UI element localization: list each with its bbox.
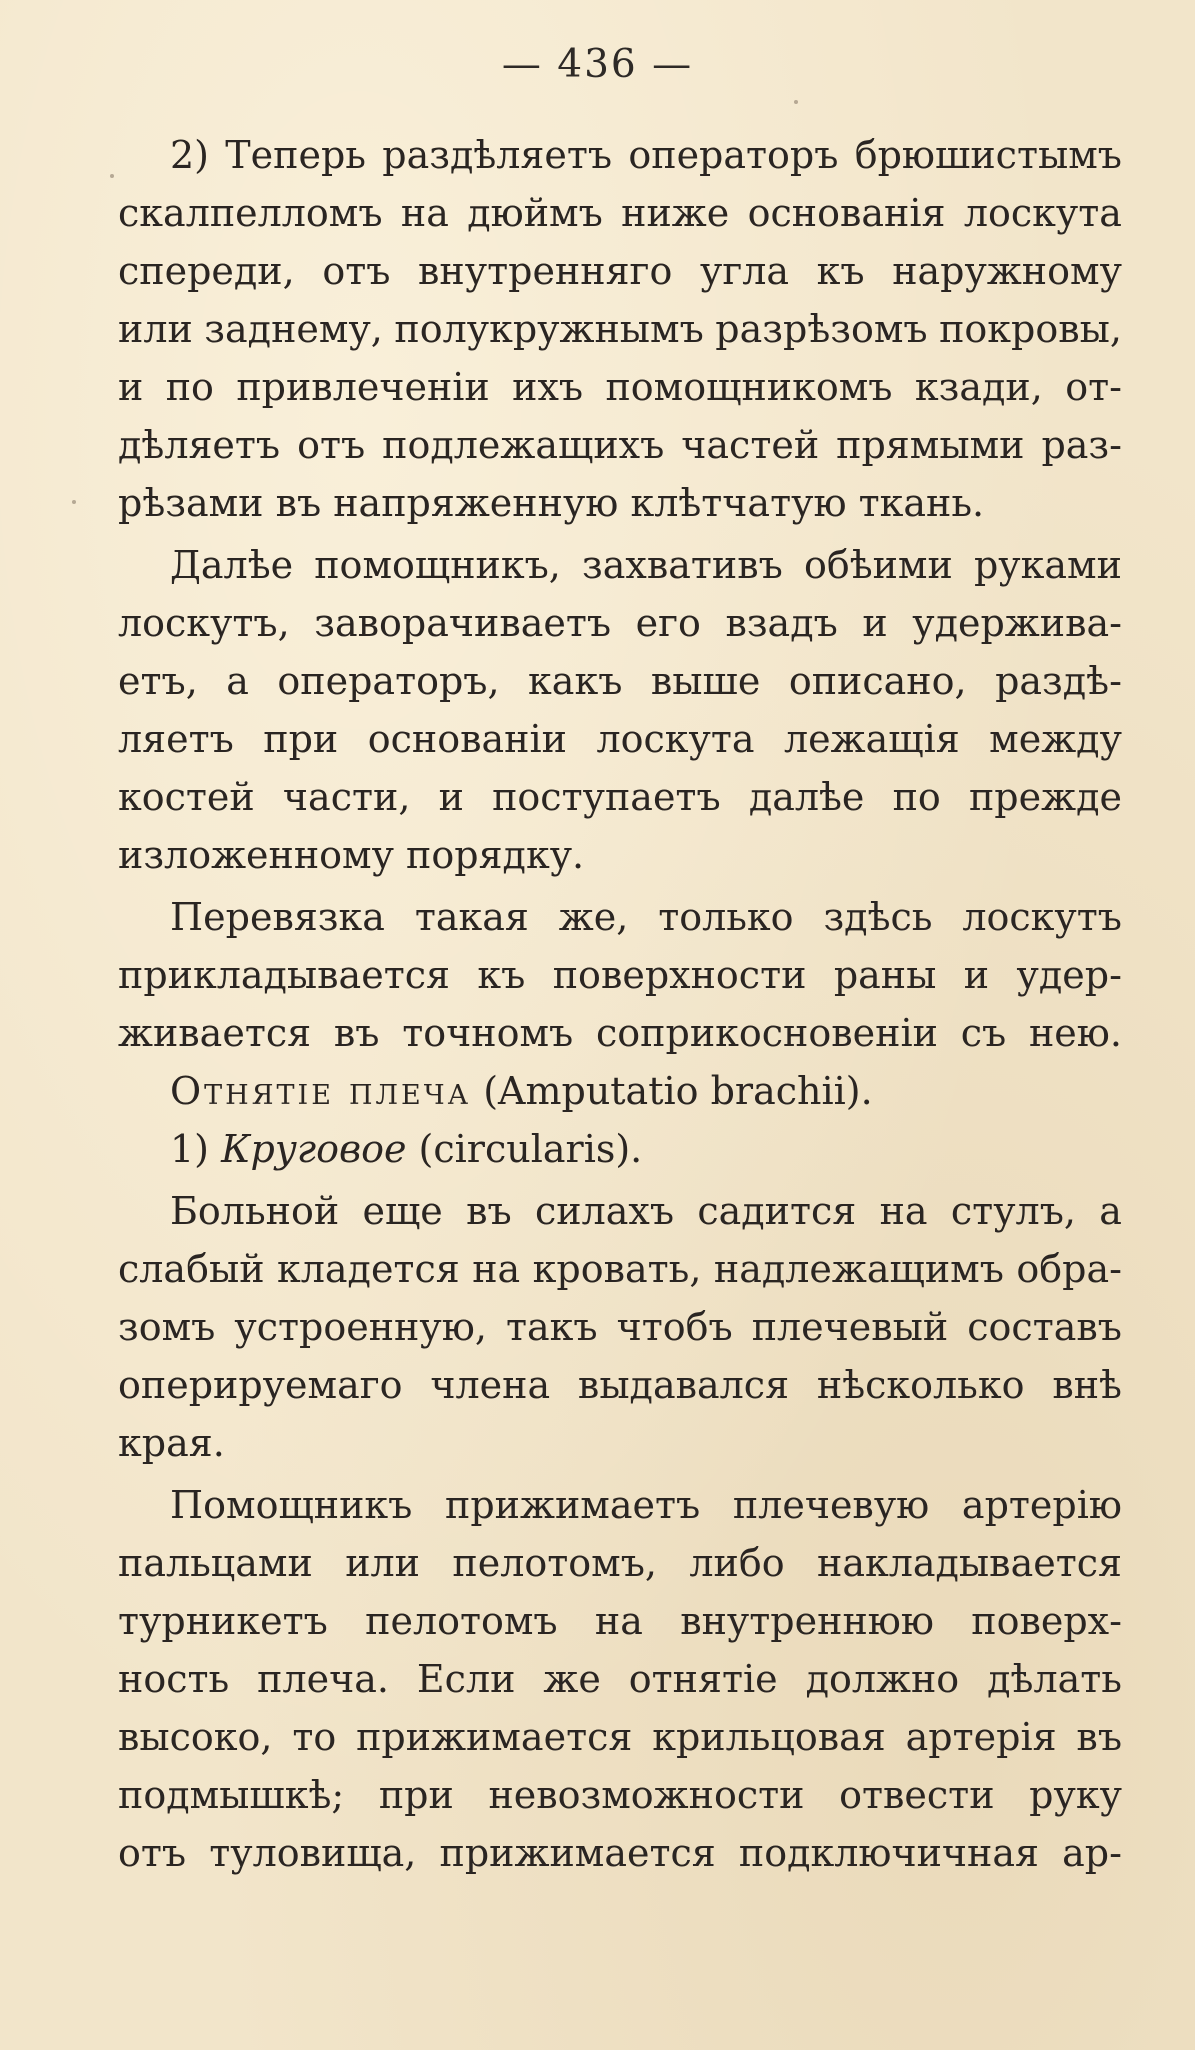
word: от- xyxy=(1065,365,1122,409)
word: между xyxy=(989,717,1122,761)
subsection-number: 1) xyxy=(170,1127,210,1171)
word: кровать, xyxy=(532,1247,702,1291)
word: на xyxy=(400,191,449,235)
word: полукружнымъ xyxy=(394,307,704,351)
text-line: рѣзами въ напряженную клѣтчатую ткань. xyxy=(118,481,985,525)
text-line xyxy=(118,888,1122,946)
word: взадъ xyxy=(725,601,838,645)
word: нѣсколько xyxy=(816,1363,1025,1407)
word: же, xyxy=(558,895,629,939)
word: высоко, xyxy=(118,1715,273,1759)
word: надлежащимъ xyxy=(713,1247,1004,1291)
word: прикладывается xyxy=(118,953,450,997)
text-line xyxy=(118,126,1122,184)
word: зомъ xyxy=(118,1305,216,1349)
word: отъ xyxy=(118,1831,187,1875)
word: дѣляетъ xyxy=(118,423,281,467)
section-heading-latin: (Amputatio brachii). xyxy=(483,1069,873,1113)
word: здѣсь xyxy=(823,895,933,939)
word: кзади, xyxy=(914,365,1043,409)
word: удержива- xyxy=(912,601,1122,645)
word: и xyxy=(963,953,990,997)
word: ар- xyxy=(1062,1831,1122,1875)
word: поверх- xyxy=(971,1599,1122,1643)
word: отъ xyxy=(297,423,366,467)
word: а xyxy=(226,659,249,703)
word: пальцами xyxy=(118,1541,313,1585)
word: а xyxy=(1099,1189,1122,1233)
word: Больной xyxy=(170,1189,340,1233)
word: раз- xyxy=(1041,423,1122,467)
text-line xyxy=(118,242,1122,300)
word: Помощникъ xyxy=(170,1483,413,1527)
word: при xyxy=(378,1773,454,1817)
word: по xyxy=(892,775,941,819)
word: кладется xyxy=(277,1247,460,1291)
text-line xyxy=(118,710,1122,768)
text-line: края. xyxy=(118,1421,225,1465)
word: на xyxy=(594,1599,643,1643)
word: разрѣзомъ xyxy=(715,307,928,351)
word: выше xyxy=(650,659,761,703)
word: дюймъ xyxy=(467,191,603,235)
word: турникетъ xyxy=(118,1599,328,1643)
page-body xyxy=(118,126,1122,1882)
word: живается xyxy=(118,1011,312,1055)
word: спереди, xyxy=(118,249,295,293)
word: должно xyxy=(805,1657,960,1701)
word: садится xyxy=(697,1189,857,1233)
word: въ xyxy=(466,1189,512,1233)
word: прижимаетъ xyxy=(445,1483,701,1527)
word: выдавался xyxy=(577,1363,790,1407)
word: скалпелломъ xyxy=(118,191,383,235)
word: подключичная xyxy=(738,1831,1039,1875)
word: обра- xyxy=(1016,1247,1122,1291)
word: поверхности xyxy=(552,953,807,997)
word: и xyxy=(118,365,144,409)
word: то xyxy=(292,1715,337,1759)
subsection-title: Круговое xyxy=(221,1127,407,1171)
word: ность xyxy=(118,1657,230,1701)
word: силахъ xyxy=(535,1189,675,1233)
word: лежащія xyxy=(784,717,960,761)
word: частей xyxy=(681,423,820,467)
text-line xyxy=(118,1650,1122,1708)
word: на xyxy=(472,1247,521,1291)
section-heading xyxy=(118,1062,1122,1120)
word: артерію xyxy=(961,1483,1122,1527)
text-line xyxy=(118,536,1122,594)
word: костей xyxy=(118,775,255,819)
paper-speck xyxy=(794,100,798,104)
word: отвести xyxy=(839,1773,995,1817)
paper-speck xyxy=(110,174,114,178)
word: отнятіе xyxy=(628,1657,778,1701)
word: раздѣляетъ xyxy=(382,133,613,177)
word: основанія xyxy=(747,191,946,235)
text-line xyxy=(118,1534,1122,1592)
word: захвативъ xyxy=(582,543,783,587)
word: дѣлать xyxy=(987,1657,1122,1701)
word: ниже xyxy=(621,191,730,235)
word: накладывается xyxy=(817,1541,1122,1585)
word: плечевую xyxy=(732,1483,930,1527)
word: стулъ, xyxy=(950,1189,1076,1233)
text-line xyxy=(118,1356,1122,1414)
word: оперируемаго xyxy=(118,1363,403,1407)
word: такъ xyxy=(505,1305,598,1349)
text-line xyxy=(118,1824,1122,1882)
word: Если xyxy=(416,1657,516,1701)
text-line xyxy=(118,416,1122,474)
word: наружному xyxy=(892,249,1122,293)
word: прижимается xyxy=(439,1831,716,1875)
word: Далѣе xyxy=(170,543,294,587)
word: описано, xyxy=(788,659,967,703)
word: точномъ xyxy=(402,1011,574,1055)
word: далѣе xyxy=(748,775,865,819)
word: подмышкѣ; xyxy=(118,1773,345,1817)
word: лоскута xyxy=(596,717,755,761)
word: въ xyxy=(333,1011,380,1055)
word: руку xyxy=(1029,1773,1122,1817)
text-line xyxy=(118,1592,1122,1650)
word: части, xyxy=(282,775,411,819)
subsection-latin: (circularis). xyxy=(418,1127,643,1171)
text-line xyxy=(118,1298,1122,1356)
word: заднему, xyxy=(204,307,383,351)
word: лоскутъ, xyxy=(118,601,290,645)
word: устроенную, xyxy=(234,1305,487,1349)
word: или xyxy=(345,1541,420,1585)
text-line xyxy=(118,768,1122,826)
word: и xyxy=(438,775,464,819)
word: обѣими xyxy=(803,543,953,587)
word: ляетъ xyxy=(118,717,234,761)
word: руками xyxy=(973,543,1122,587)
word: артерія xyxy=(905,1715,1057,1759)
word: етъ, xyxy=(118,659,198,703)
word: члена xyxy=(430,1363,551,1407)
word: Теперь xyxy=(225,133,366,177)
word: прямыми xyxy=(836,423,1025,467)
word: по xyxy=(165,365,214,409)
text-line xyxy=(118,358,1122,416)
word: плеча. xyxy=(257,1657,389,1701)
word: внѣ xyxy=(1052,1363,1122,1407)
text-line xyxy=(118,1182,1122,1240)
word: подлежащихъ xyxy=(382,423,665,467)
word: привлеченіи xyxy=(236,365,490,409)
word: помощникъ, xyxy=(314,543,561,587)
word: помощникомъ xyxy=(605,365,893,409)
word: основаніи xyxy=(367,717,567,761)
word: къ xyxy=(477,953,526,997)
word: чтобъ xyxy=(616,1305,733,1349)
word: прежде xyxy=(968,775,1122,819)
word: операторъ xyxy=(628,133,839,177)
text-line xyxy=(118,1476,1122,1534)
word: Перевязка xyxy=(170,895,385,939)
word: 2) xyxy=(170,133,210,177)
word: крильцовая xyxy=(652,1715,886,1759)
text-line xyxy=(118,1708,1122,1766)
text-line xyxy=(118,1004,1122,1062)
word: какъ xyxy=(528,659,623,703)
word: внутреннюю xyxy=(680,1599,934,1643)
word: операторъ, xyxy=(277,659,500,703)
section-heading-title: Отнятіе плеча xyxy=(170,1069,472,1113)
word: поступаетъ xyxy=(492,775,721,819)
word: составъ xyxy=(967,1305,1122,1349)
text-line xyxy=(118,594,1122,652)
word: брюшистымъ xyxy=(854,133,1122,177)
word: соприкосновеніи xyxy=(596,1011,938,1055)
page-number: — 436 — xyxy=(501,42,694,87)
word: только xyxy=(658,895,794,939)
word: покровы, xyxy=(939,307,1122,351)
text-line: изложенному порядку. xyxy=(118,833,585,877)
word: или xyxy=(118,307,193,351)
word: къ xyxy=(816,249,865,293)
text-line xyxy=(118,300,1122,358)
word: слабый xyxy=(118,1247,265,1291)
word: съ xyxy=(960,1011,1007,1055)
text-line xyxy=(118,1240,1122,1298)
word: пелотомъ, xyxy=(452,1541,657,1585)
word: въ xyxy=(1076,1715,1122,1759)
word: еще xyxy=(362,1189,443,1233)
word: его xyxy=(635,601,701,645)
word: же xyxy=(543,1657,601,1701)
word: отъ xyxy=(322,249,391,293)
word: на xyxy=(879,1189,928,1233)
word: внутренняго xyxy=(418,249,673,293)
word: лоскутъ xyxy=(962,895,1122,939)
text-line xyxy=(118,1766,1122,1824)
word: плечевый xyxy=(751,1305,949,1349)
word: такая xyxy=(414,895,529,939)
word: нею. xyxy=(1028,1011,1122,1055)
word: заворачиваетъ xyxy=(314,601,612,645)
text-line xyxy=(118,652,1122,710)
word: удер- xyxy=(1016,953,1122,997)
word: и xyxy=(862,601,888,645)
subsection-heading xyxy=(118,1120,1122,1178)
word: лоскута xyxy=(963,191,1122,235)
word: угла xyxy=(699,249,790,293)
word: раздѣ- xyxy=(995,659,1122,703)
word: при xyxy=(263,717,339,761)
word: либо xyxy=(689,1541,785,1585)
word: невозможности xyxy=(488,1773,805,1817)
word: раны xyxy=(833,953,937,997)
word: прижимается xyxy=(356,1715,633,1759)
word: туловища, xyxy=(209,1831,417,1875)
text-line xyxy=(118,946,1122,1004)
text-line xyxy=(118,184,1122,242)
word: ихъ xyxy=(512,365,584,409)
paper-speck xyxy=(72,500,76,504)
word: пелотомъ xyxy=(365,1599,558,1643)
